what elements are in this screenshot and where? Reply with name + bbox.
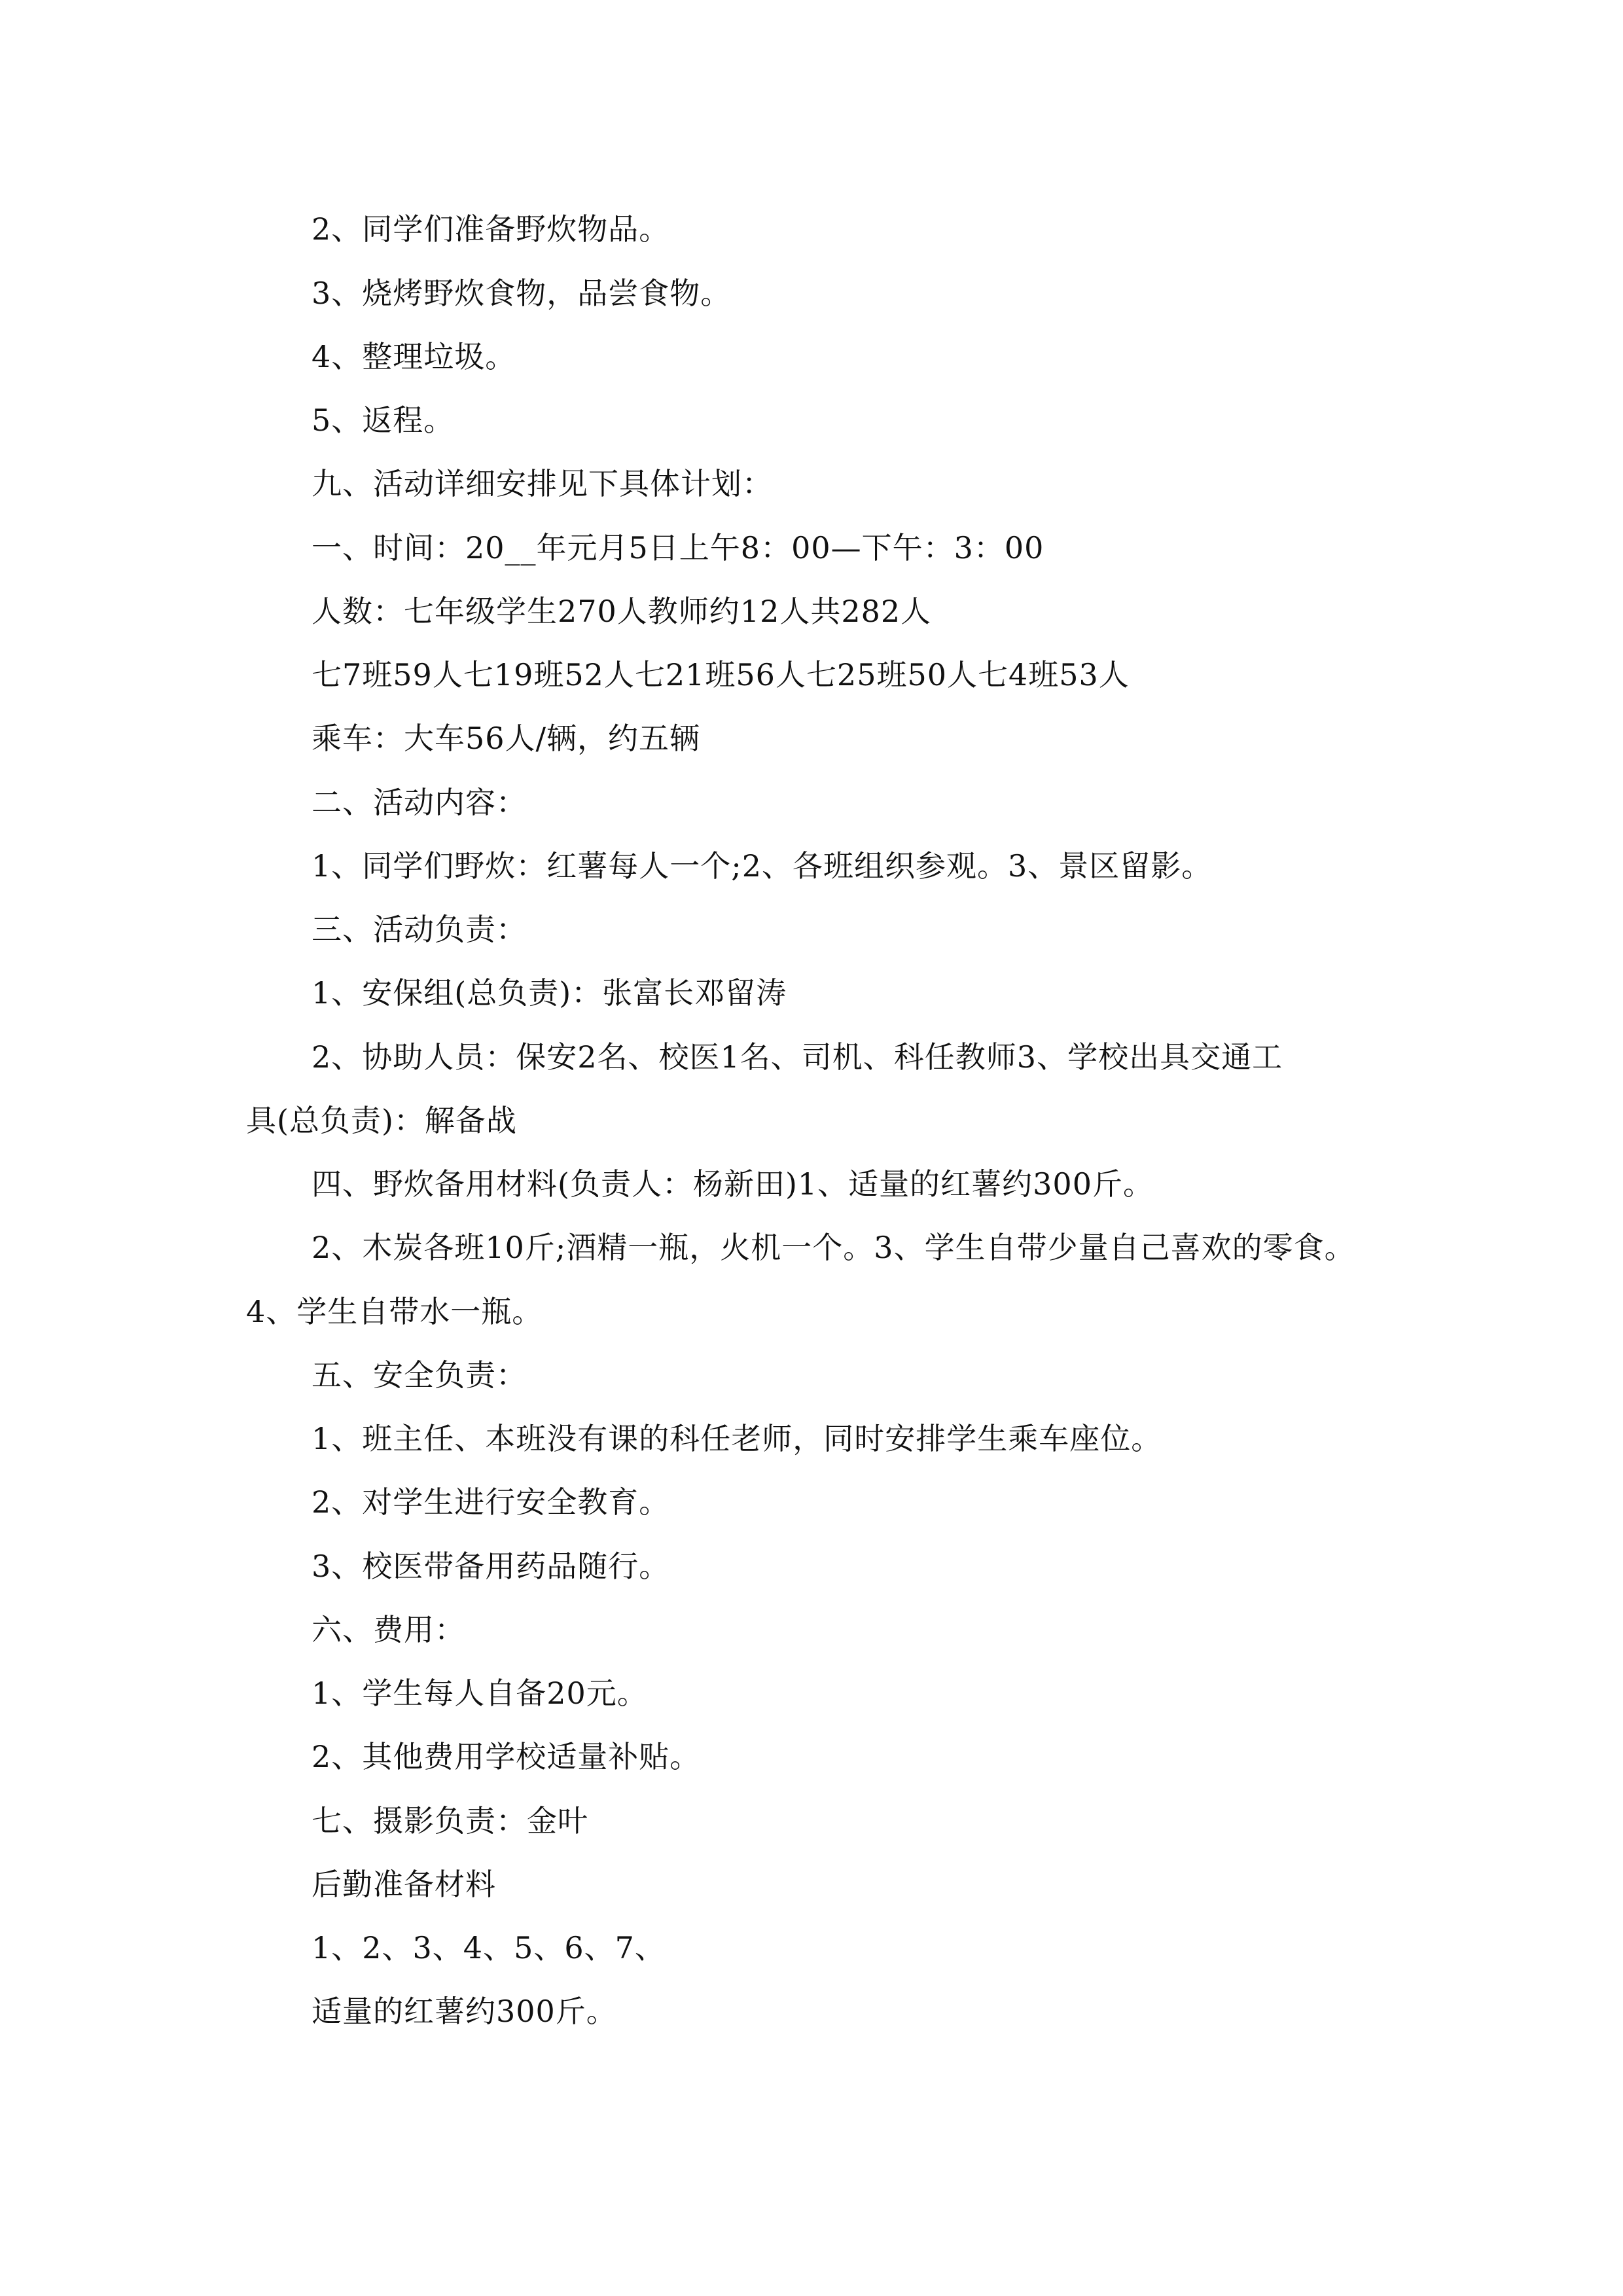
text-line-safety-3: 3、校医带备用药品随行。: [312, 1549, 670, 1584]
text-line-security: 1、安保组(总负责)：张富长邓留涛: [312, 975, 787, 1011]
text-line-logistics-item: 适量的红薯约300斤。: [312, 1994, 617, 2029]
text-line-content: 1、同学们野炊：红薯每人一个;2、各班组织参观。3、景区留影。: [312, 848, 1213, 884]
text-line-assistants: 2、协助人员：保安2名、校医1名、司机、科任教师3、学校出具交通工: [312, 1039, 1283, 1075]
text-line-classes: 七7班59人七19班52人七21班56人七25班50人七4班53人: [312, 657, 1130, 692]
text-line-time: 一、时间：20__年元月5日上午8：00—下午：3：00: [312, 530, 1044, 565]
text-line-assistants-cont: 具(总负责)：解备战: [246, 1103, 517, 1138]
text-line-1: 2、同学们准备野炊物品。: [312, 211, 670, 247]
section-heading-3: 三、活动负责：: [312, 912, 527, 947]
section-heading-9: 九、活动详细安排见下具体计划：: [312, 466, 773, 501]
text-line-logistics-title: 后勤准备材料: [312, 1867, 496, 1902]
section-heading-2: 二、活动内容：: [312, 785, 527, 820]
text-line-4: 5、返程。: [312, 403, 455, 438]
text-line-fee-1: 1、学生每人自备20元。: [312, 1676, 648, 1711]
section-heading-5: 五、安全负责：: [312, 1357, 527, 1393]
text-line-headcount: 人数：七年级学生270人教师约12人共282人: [312, 594, 932, 629]
text-line-fee-2: 2、其他费用学校适量补贴。: [312, 1739, 701, 1774]
text-line-safety-1: 1、班主任、本班没有课的科任老师，同时安排学生乘车座位。: [312, 1421, 1162, 1456]
section-heading-6: 六、费用：: [312, 1612, 465, 1647]
text-line-2: 3、烧烤野炊食物，品尝食物。: [312, 276, 732, 311]
text-line-materials-cont: 4、学生自带水一瓶。: [246, 1294, 543, 1329]
text-line-vehicles: 乘车：大车56人/辆，约五辆: [312, 721, 701, 756]
section-heading-4: 四、野炊备用材料(负责人：杨新田)1、适量的红薯约300斤。: [312, 1166, 1154, 1202]
text-line-safety-2: 2、对学生进行安全教育。: [312, 1484, 670, 1520]
text-line-3: 4、整理垃圾。: [312, 339, 516, 374]
section-heading-7: 七、摄影负责：金叶: [312, 1803, 588, 1839]
text-line-materials: 2、木炭各班10斤;酒精一瓶，火机一个。3、学生自带少量自己喜欢的零食。: [312, 1230, 1355, 1265]
text-line-logistics-list: 1、2、3、4、5、6、7、: [312, 1930, 666, 1965]
